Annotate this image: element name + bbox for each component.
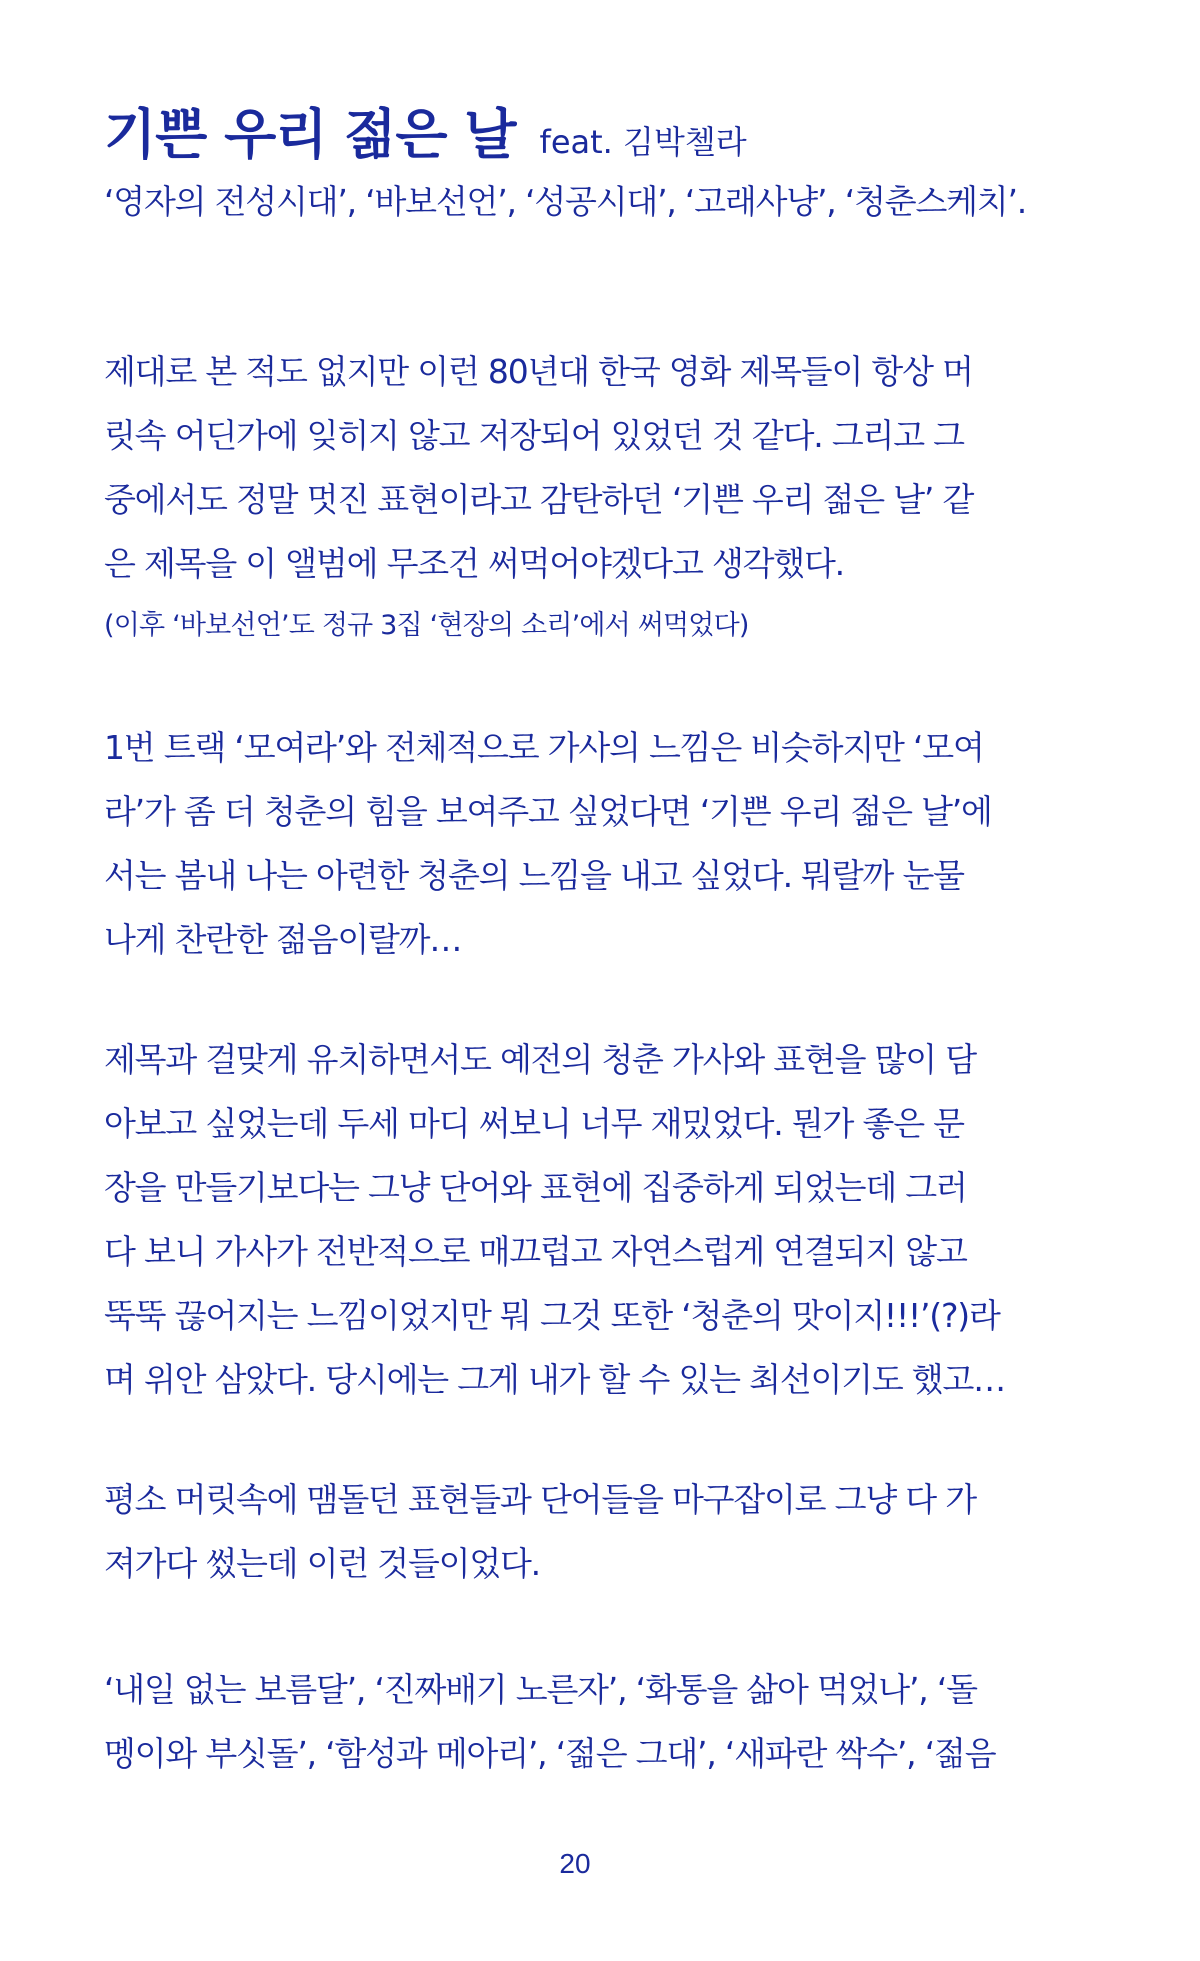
paragraph-2 — [104, 340, 1044, 656]
title-row — [104, 92, 747, 169]
text-line: 장을 만들기보다는 그냥 단어와 표현에 집중하게 되었는데 그러 — [104, 1168, 967, 1207]
text-line: 1번 트랙 ‘모여라’와 전체적으로 가사의 느낌은 비슷하지만 ‘모여 — [104, 728, 984, 767]
text-line: 며 위안 삼았다. 당시에는 그게 내가 할 수 있는 최선이기도 했고… — [104, 1360, 1005, 1399]
paragraph-3 — [104, 716, 1044, 972]
paragraph-5 — [104, 1468, 1044, 1596]
text-line: 릿속 어딘가에 잊히지 않고 저장되어 있었던 것 같다. 그리고 그 — [104, 416, 964, 455]
paragraph-1 — [104, 170, 1044, 234]
paragraph-note: (이후 ‘바보선언’도 정규 3집 ‘현장의 소리’에서 써먹었다) — [104, 610, 749, 641]
paragraph-4 — [104, 1028, 1044, 1412]
text-line: 뚝뚝 끊어지는 느낌이었지만 뭐 그것 또한 ‘청춘의 맛이지!!!’(?)라 — [104, 1296, 1000, 1335]
text-line: 제대로 본 적도 없지만 이런 80년대 한국 영화 제목들이 항상 머 — [104, 352, 973, 391]
text-line: 중에서도 정말 멋진 표현이라고 감탄하던 ‘기쁜 우리 젊은 날’ 같 — [104, 480, 974, 519]
text-line: 아보고 싶었는데 두세 마디 써보니 너무 재밌었다. 뭔가 좋은 문 — [104, 1104, 964, 1143]
page-title: 기쁜 우리 젊은 날 — [104, 103, 516, 166]
text-line: 멩이와 부싯돌’, ‘함성과 메아리’, ‘젊은 그대’, ‘새파란 싹수’, ‘젊음 — [104, 1734, 996, 1773]
text-line: ‘내일 없는 보름달’, ‘진짜배기 노른자’, ‘화통을 삶아 먹었나’, ‘돌 — [104, 1670, 977, 1709]
text-line: 라’가 좀 더 청춘의 힘을 보여주고 싶었다면 ‘기쁜 우리 젊은 날’에 — [104, 792, 992, 831]
text-line: 은 제목을 이 앨범에 무조건 써먹어야겠다고 생각했다. — [104, 544, 844, 583]
text-line: 다 보니 가사가 전반적으로 매끄럽고 자연스럽게 연결되지 않고 — [104, 1232, 967, 1271]
text-line: 나게 찬란한 젊음이랄까… — [104, 920, 462, 959]
text-line: 져가다 썼는데 이런 것들이었다. — [104, 1544, 540, 1583]
page-number: 20 — [559, 1848, 591, 1879]
text-line: 서는 봄내 나는 아련한 청춘의 느낌을 내고 싶었다. 뭐랄까 눈물 — [104, 856, 964, 895]
paragraph-6 — [104, 1658, 1044, 1786]
text-line: ‘영자의 전성시대’, ‘바보선언’, ‘성공시대’, ‘고래사냥’, ‘청춘스케치’. — [104, 182, 1027, 221]
text-line: 제목과 걸맞게 유치하면서도 예전의 청춘 가사와 표현을 많이 담 — [104, 1040, 976, 1079]
title-feat: feat. 김박첼라 — [539, 123, 747, 161]
text-line: 평소 머릿속에 맴돌던 표현들과 단어들을 마구잡이로 그냥 다 가 — [104, 1480, 976, 1519]
